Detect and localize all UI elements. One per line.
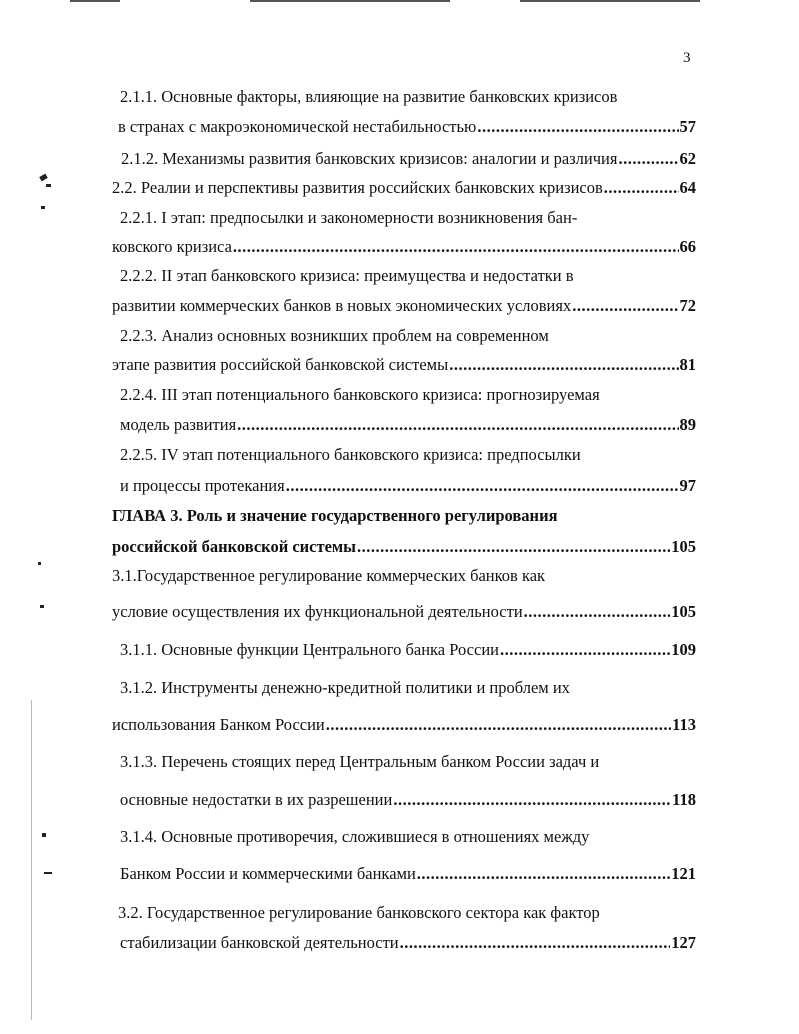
scan-speck: [39, 174, 48, 182]
toc-line: 3.1.2. Инструменты денежно-кредитной политики и проблем их: [120, 678, 570, 697]
toc-entry: Банком России и коммерческими банками ..... 121: [120, 864, 696, 884]
toc-line: 2.2.3. Анализ основных возникших проблем на современном: [120, 326, 549, 345]
toc-entry: в странах с макроэкономической нестабильностью ..... 57: [118, 117, 696, 137]
toc-line: 3.1.3. Перечень стоящих перед Центральным банком России задач и: [120, 752, 600, 771]
toc-line: 2.2.5. IV этап потенциального банковского кризиса: предпосылки: [120, 445, 581, 464]
toc-entry: и процессы протекания ..... 97: [120, 476, 696, 496]
toc-entry: российской банковской системы ..... 105: [112, 537, 696, 557]
toc-entry: 2.2. Реалии и перспективы развития российских банковских кризисов ..... 64: [112, 178, 696, 198]
scan-speck: [41, 206, 45, 209]
page-number: 3: [683, 50, 691, 66]
scan-speck: [46, 184, 51, 187]
toc-line: 2.2.4. III этап потенциального банковского кризиса: прогнозируемая: [120, 385, 600, 404]
chapter-heading: ГЛАВА 3. Роль и значение государственного регулирования: [112, 506, 558, 525]
scan-edge-line: [520, 0, 700, 2]
scan-edge-line: [70, 0, 120, 2]
toc-entry: основные недостатки в их разрешении ..... 118: [120, 790, 696, 810]
toc-line: 3.2. Государственное регулирование банковского сектора как фактор: [118, 903, 600, 922]
toc-line: 3.1.Государственное регулирование коммерческих банков как: [112, 566, 546, 585]
toc-entry: этапе развития российской банковской системы ..... 81: [112, 355, 696, 375]
toc-line: 2.2.2. II этап банковского кризиса: преимущества и недостатки в: [120, 266, 574, 285]
toc-entry: 3.1.1. Основные функции Центрального банка России ..... 109: [120, 640, 696, 660]
toc-line: 3.1.4. Основные противоречия, сложившиеся в отношениях между: [120, 827, 590, 846]
toc-entry: условие осуществления их функциональной деятельности ..... 105: [112, 602, 696, 622]
toc-entry: стабилизации банковской деятельности ..... 127: [120, 933, 696, 953]
scan-speck: [42, 833, 46, 837]
toc-entry: 2.1.2. Механизмы развития банковских кризисов: аналогии и различия ..... 62: [121, 149, 696, 169]
toc-entry: ковского кризиса ..... 66: [112, 237, 696, 257]
margin-line: [31, 700, 32, 1020]
scan-speck: [44, 872, 52, 874]
scan-speck: [40, 605, 44, 608]
toc-line: 2.2.1. I этап: предпосылки и закономерности возникновения бан-: [120, 208, 578, 227]
toc-entry: использования Банком России ..... 113: [112, 715, 696, 735]
scan-speck: [38, 562, 41, 565]
toc-line: 2.1.1. Основные факторы, влияющие на развитие банковских кризисов: [120, 87, 618, 106]
toc-entry: развитии коммерческих банков в новых экономических условиях ..... 72: [112, 296, 696, 316]
toc-entry: модель развития ..... 89: [120, 415, 696, 435]
scan-edge-line: [250, 0, 450, 2]
